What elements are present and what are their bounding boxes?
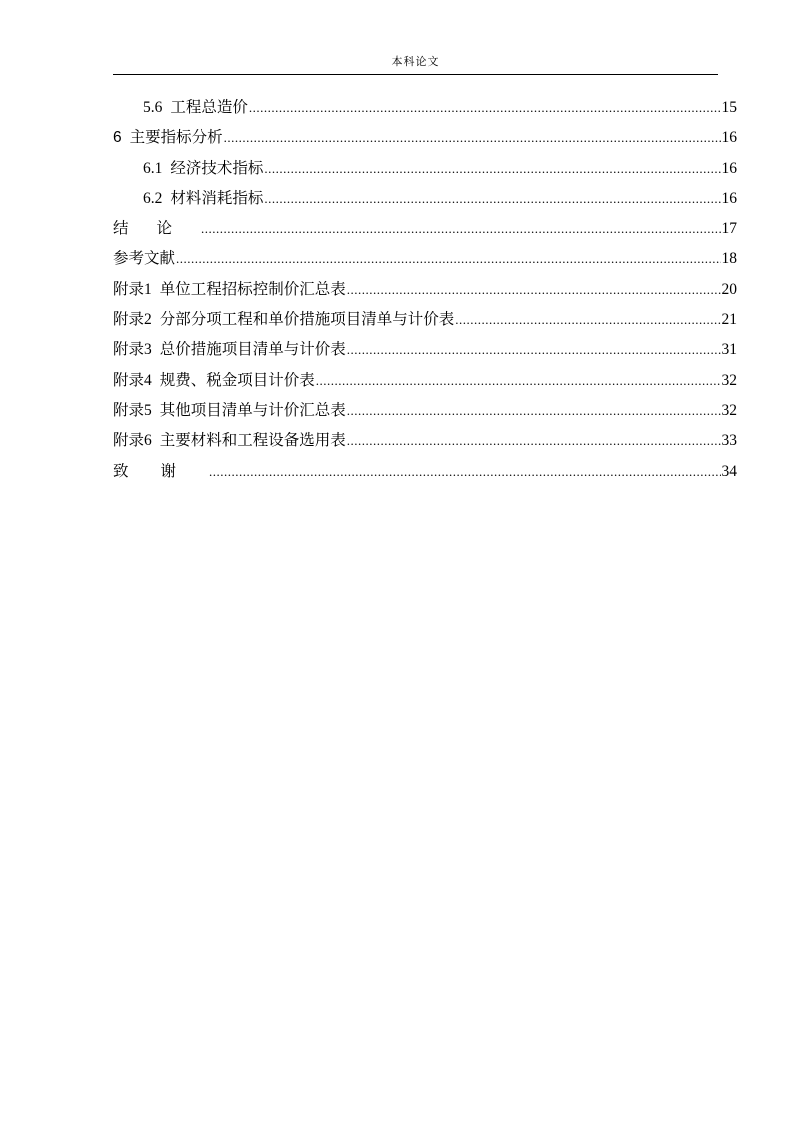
toc-entry-page: 16 xyxy=(721,189,737,207)
toc-entry-page: 17 xyxy=(721,220,737,238)
toc-entry-title: 主要材料和工程设备选用表 xyxy=(159,431,346,450)
toc-entry-title: 经济技术指标 xyxy=(170,158,264,177)
toc-entry[interactable] xyxy=(113,122,737,152)
toc-entry-number: 6.2 xyxy=(143,189,163,207)
toc-entry[interactable] xyxy=(113,274,737,304)
toc-entry-number: 附录5 xyxy=(113,401,152,419)
toc-entry-number: 附录4 xyxy=(113,371,152,389)
toc-entry-page: 16 xyxy=(721,159,737,177)
toc-entry-number: 附录1 xyxy=(113,280,152,298)
toc-leader-dots xyxy=(347,426,721,456)
toc-entry-title: 单位工程招标控制价汇总表 xyxy=(159,279,346,298)
toc-entry-number: 附录6 xyxy=(113,432,152,450)
toc-entry-title: 材料消耗指标 xyxy=(170,188,264,207)
toc-leader-dots xyxy=(347,396,721,426)
toc-entry-number: 6.1 xyxy=(143,159,163,177)
toc-entry-page: 32 xyxy=(721,371,737,389)
toc-entry-title: 结论 xyxy=(113,219,201,238)
toc-entry-number: 附录3 xyxy=(113,341,152,359)
toc-entry-number: 5.6 xyxy=(143,99,163,116)
toc-entry-page: 16 xyxy=(721,129,737,147)
toc-leader-dots xyxy=(455,305,720,335)
toc-leader-dots xyxy=(209,457,720,487)
table-of-contents xyxy=(113,92,737,486)
toc-entry[interactable] xyxy=(113,213,737,243)
toc-entry[interactable] xyxy=(113,395,737,425)
toc-entry-page: 31 xyxy=(721,341,737,359)
toc-entry[interactable] xyxy=(113,183,737,213)
toc-leader-dots xyxy=(224,123,721,153)
toc-entry[interactable] xyxy=(113,365,737,395)
toc-entry-page: 33 xyxy=(721,432,737,450)
toc-entry[interactable] xyxy=(113,153,737,183)
toc-entry-page: 34 xyxy=(721,462,737,480)
toc-leader-dots xyxy=(347,335,721,365)
toc-entry-title: 主要指标分析 xyxy=(129,128,223,147)
header-title: 本科论文 xyxy=(391,55,440,68)
page-header xyxy=(113,50,718,75)
toc-entry-page: 20 xyxy=(721,280,737,298)
toc-entry[interactable] xyxy=(113,304,737,334)
toc-entry-page: 15 xyxy=(721,99,737,116)
toc-entry-title: 致谢 xyxy=(113,461,209,480)
toc-entry-title: 工程总造价 xyxy=(170,98,248,116)
toc-entry-title: 分部分项工程和单价措施项目清单与计价表 xyxy=(159,310,455,329)
toc-entry-page: 21 xyxy=(721,311,737,329)
toc-entry[interactable] xyxy=(113,425,737,455)
toc-entry[interactable] xyxy=(113,456,737,486)
toc-leader-dots xyxy=(347,275,721,305)
toc-entry-number: 6 xyxy=(113,129,122,147)
toc-leader-dots xyxy=(201,214,720,244)
toc-entry[interactable] xyxy=(113,243,737,273)
toc-entry-number: 附录2 xyxy=(113,311,152,329)
toc-entry-page: 32 xyxy=(721,401,737,419)
toc-entry[interactable] xyxy=(113,334,737,364)
toc-entry-title: 总价措施项目清单与计价表 xyxy=(159,340,346,359)
toc-entry-title: 其他项目清单与计价汇总表 xyxy=(159,400,346,419)
toc-leader-dots xyxy=(264,184,720,214)
toc-entry[interactable] xyxy=(113,92,737,122)
toc-leader-dots xyxy=(249,93,721,123)
toc-entry-title: 规费、税金项目计价表 xyxy=(159,370,315,389)
toc-leader-dots xyxy=(264,154,720,184)
toc-entry-page: 18 xyxy=(721,250,737,268)
toc-leader-dots xyxy=(316,366,721,396)
toc-entry-title: 参考文献 xyxy=(113,249,176,268)
toc-leader-dots xyxy=(176,244,720,274)
